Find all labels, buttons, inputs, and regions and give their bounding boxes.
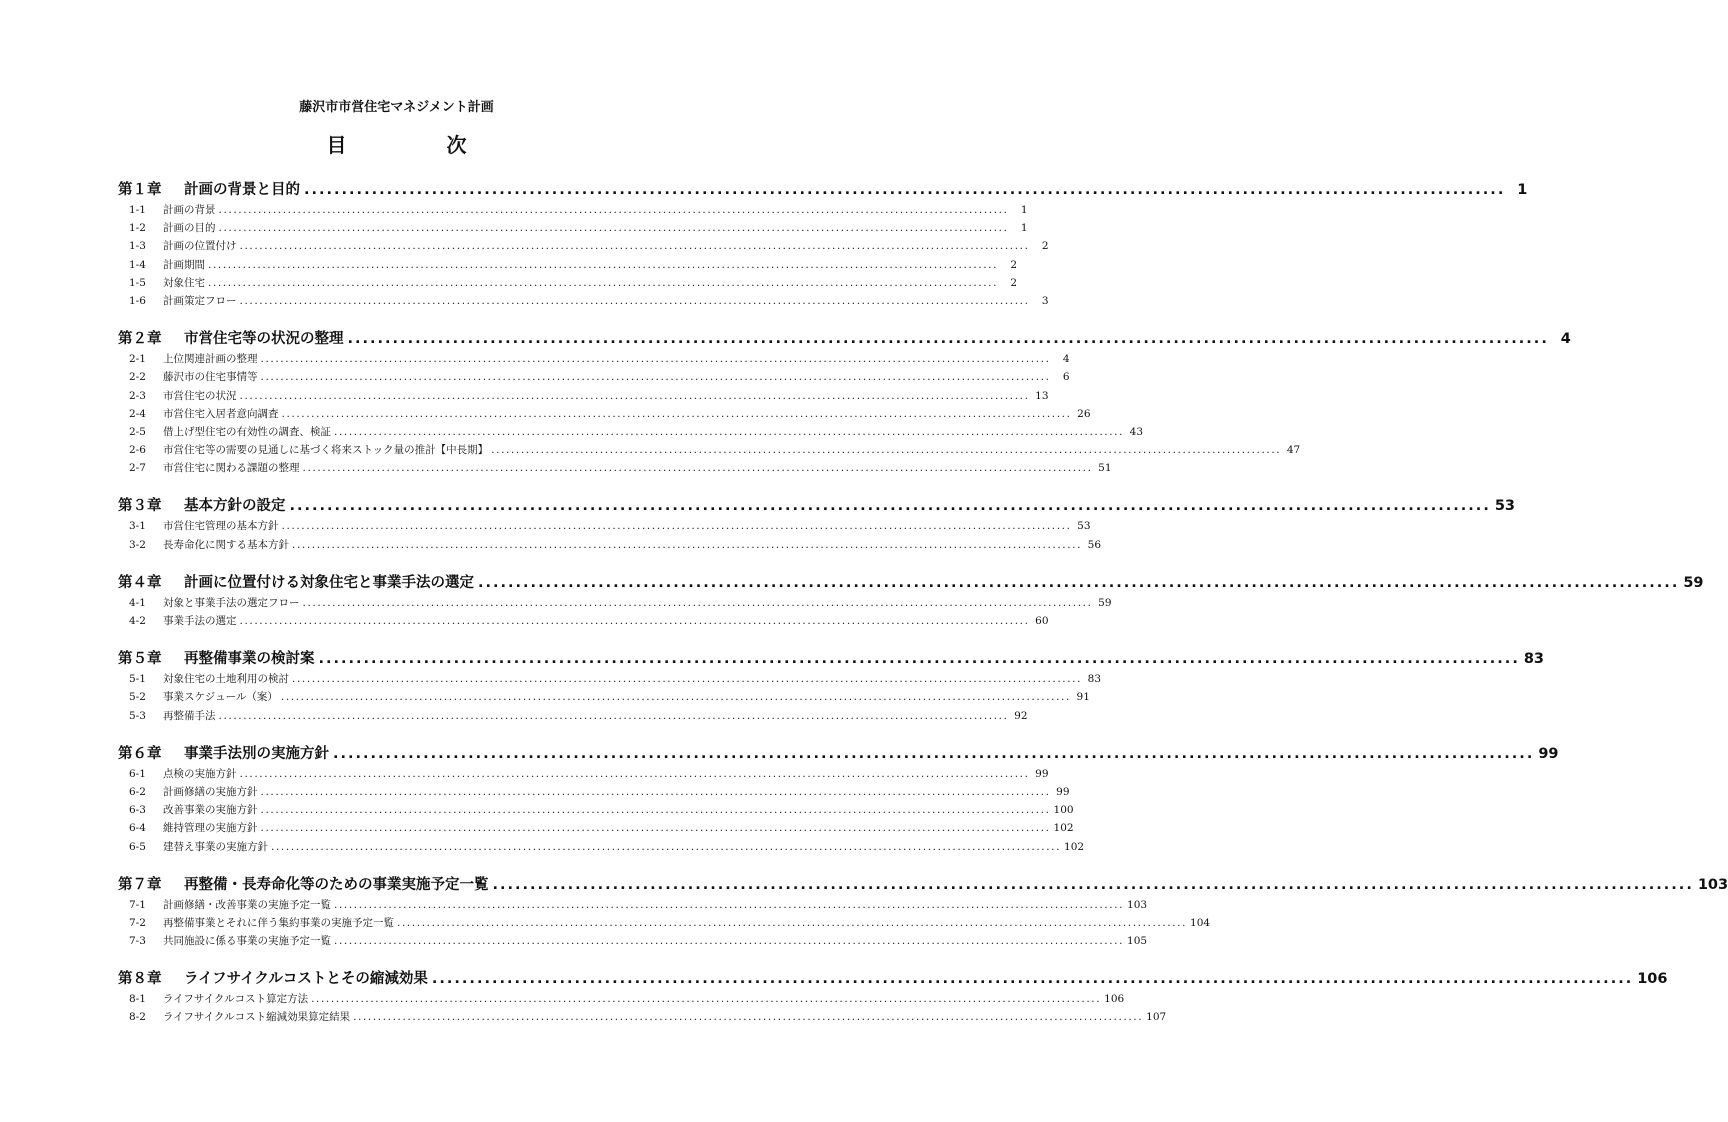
- section-number: 1-6: [129, 294, 146, 307]
- section-page-number: 56: [1087, 538, 1102, 551]
- section-page-number: 92: [1014, 709, 1028, 722]
- toc-chapter-entry[interactable]: [118, 873, 1728, 897]
- section-number: 5-2: [129, 691, 146, 704]
- section-title: 計画修繕・改善事業の実施予定一覧: [163, 898, 331, 911]
- section-title: 藤沢市の住宅事情等: [163, 371, 258, 384]
- section-title: 計画策定フロー: [163, 294, 237, 307]
- dot-leader: ................................................................................................................................................................: [280, 691, 1071, 704]
- dot-leader: ................................................................................................................................................................: [239, 240, 1030, 253]
- section-page-number: 2: [1010, 276, 1018, 289]
- toc-chapter-entry[interactable]: [118, 178, 1528, 202]
- toc-section-entry[interactable]: [118, 424, 1144, 442]
- table-of-contents: [118, 178, 1728, 1044]
- section-title: 長寿命化に関する基本方針: [163, 538, 289, 551]
- toc-heading: 目 次: [326, 133, 507, 157]
- toc-section-entry[interactable]: [118, 351, 1070, 369]
- toc-section-entry[interactable]: [118, 802, 1074, 820]
- dot-leader: ................................................................................................................................................................: [218, 204, 1009, 216]
- toc-section-entry[interactable]: [118, 388, 1049, 406]
- toc-section-entry[interactable]: [118, 1009, 1167, 1027]
- dot-leader: ................................................................................................................................................................: [239, 767, 1030, 780]
- dot-leader: ................................................................................................................................................................: [289, 498, 1491, 515]
- document-title: 藤沢市市営住宅マネジメント計画: [299, 100, 494, 115]
- section-number: 6-2: [129, 785, 146, 798]
- chapter-number: 第２章: [118, 331, 162, 348]
- section-number: 2-5: [129, 425, 146, 438]
- dot-leader: ................................................................................................................................................................: [333, 745, 1535, 762]
- section-title: 対象と事業手法の選定フロー: [163, 596, 300, 609]
- section-number: 6-1: [129, 767, 146, 780]
- section-title: 計画修繕の実施方針: [163, 785, 258, 798]
- section-number: 1-3: [129, 240, 146, 253]
- section-number: 8-2: [129, 1011, 146, 1024]
- chapter-page-number: 99: [1538, 745, 1559, 762]
- section-title: 対象住宅の土地利用の検討: [163, 673, 289, 686]
- section-title: 計画の背景: [163, 204, 216, 216]
- toc-section-entry[interactable]: [118, 708, 1028, 726]
- section-page-number: 13: [1035, 389, 1049, 402]
- section-page-number: 3: [1041, 294, 1049, 307]
- section-title: 事業スケジュール（案）: [163, 691, 278, 704]
- chapter-block: [118, 647, 1545, 726]
- dot-leader: ................................................................................................................................................................: [353, 1011, 1144, 1024]
- chapter-page-number: 53: [1494, 498, 1516, 515]
- toc-section-entry[interactable]: [118, 238, 1049, 256]
- dot-leader: ................................................................................................................................................................: [218, 222, 1009, 235]
- section-number: 3-2: [129, 538, 146, 551]
- section-title: 点検の実施方針: [163, 767, 237, 780]
- section-page-number: 99: [1056, 785, 1070, 798]
- chapter-block: [118, 494, 1516, 554]
- section-page-number: 53: [1077, 520, 1091, 533]
- toc-section-entry[interactable]: [118, 460, 1112, 478]
- chapter-number: 第７章: [118, 876, 162, 893]
- toc-section-entry[interactable]: [118, 897, 1148, 915]
- toc-section-entry[interactable]: [118, 257, 1018, 275]
- dot-leader: ................................................................................................................................................................: [491, 444, 1282, 457]
- toc-section-entry[interactable]: [118, 406, 1091, 424]
- dot-leader: ................................................................................................................................................................: [478, 574, 1680, 591]
- chapter-number: 第４章: [118, 574, 162, 591]
- section-number: 5-3: [129, 709, 146, 722]
- dot-leader: ................................................................................................................................................................: [260, 785, 1051, 798]
- chapter-title: 基本方針の設定: [184, 498, 286, 515]
- section-number: 7-1: [129, 898, 146, 911]
- section-number: 6-5: [129, 840, 146, 853]
- section-number: 7-2: [129, 916, 146, 929]
- toc-section-entry[interactable]: [118, 839, 1085, 857]
- section-title: 市営住宅入居者意向調査: [163, 407, 279, 420]
- dot-leader: ................................................................................................................................................................: [302, 462, 1093, 475]
- section-title: 維持管理の実施方針: [163, 822, 258, 835]
- section-page-number: 102: [1053, 822, 1074, 835]
- toc-section-entry[interactable]: [118, 766, 1049, 784]
- chapter-title: 計画の背景と目的: [184, 182, 300, 198]
- dot-leader: ................................................................................................................................................................: [260, 353, 1051, 366]
- dot-leader: ................................................................................................................................................................: [292, 673, 1083, 686]
- section-title: 共同施設に係る事業の実施予定一覧: [163, 935, 331, 948]
- chapter-page-number: 59: [1683, 574, 1704, 591]
- dot-leader: ................................................................................................................................................................: [334, 898, 1125, 911]
- section-title: 計画期間: [163, 258, 205, 271]
- section-page-number: 1: [1020, 222, 1028, 235]
- section-number: 2-6: [129, 444, 146, 457]
- dot-leader: ................................................................................................................................................................: [492, 876, 1694, 893]
- section-page-number: 2: [1010, 258, 1018, 271]
- chapter-title: 事業手法別の実施方針: [184, 745, 329, 762]
- section-number: 6-3: [129, 804, 146, 817]
- section-page-number: 51: [1098, 462, 1112, 475]
- chapter-number: 第５章: [118, 651, 162, 668]
- section-title: 改善事業の実施方針: [163, 804, 258, 817]
- toc-section-entry[interactable]: [118, 671, 1102, 689]
- toc-section-entry[interactable]: [118, 275, 1018, 293]
- section-title: 市営住宅等の需要の見通しに基づく将来ストック量の推計【中長期】: [163, 444, 489, 457]
- dot-leader: ................................................................................................................................................................: [239, 389, 1030, 402]
- toc-section-entry[interactable]: [118, 220, 1028, 238]
- dot-leader: ................................................................................................................................................................: [208, 258, 999, 271]
- section-number: 7-3: [129, 935, 146, 948]
- chapter-page-number: 103: [1697, 876, 1728, 893]
- chapter-block: [118, 742, 1559, 857]
- section-page-number: 99: [1035, 767, 1049, 780]
- toc-section-entry[interactable]: [118, 293, 1049, 311]
- section-number: 8-1: [129, 993, 146, 1006]
- chapter-title: 市営住宅等の状況の整理: [184, 331, 344, 348]
- section-title: ライフサイクルコスト縮減効果算定結果: [163, 1011, 351, 1024]
- chapter-block: [118, 873, 1728, 952]
- chapter-block: [118, 327, 1571, 478]
- section-page-number: 2: [1041, 240, 1049, 253]
- section-title: 対象住宅: [163, 276, 205, 289]
- dot-leader: ................................................................................................................................................................: [334, 425, 1125, 438]
- section-number: 3-1: [129, 520, 146, 533]
- dot-leader: ................................................................................................................................................................: [239, 294, 1030, 307]
- chapter-page-number: 83: [1523, 651, 1545, 668]
- dot-leader: ................................................................................................................................................................: [347, 331, 1549, 348]
- chapter-number: 第８章: [118, 971, 162, 988]
- dot-leader: ................................................................................................................................................................: [260, 371, 1051, 384]
- section-title: 再整備手法: [163, 709, 216, 722]
- chapter-title: 再整備・長寿命化等のための事業実施予定一覧: [184, 876, 489, 893]
- section-number: 4-1: [129, 596, 146, 609]
- section-number: 2-3: [129, 389, 146, 402]
- toc-chapter-entry[interactable]: [118, 967, 1668, 991]
- section-title: 計画の目的: [163, 222, 216, 235]
- section-page-number: 103: [1127, 898, 1148, 911]
- toc-section-entry[interactable]: [118, 595, 1112, 613]
- section-title: 市営住宅に関わる課題の整理: [163, 462, 300, 475]
- section-page-number: 104: [1190, 916, 1211, 929]
- toc-section-entry[interactable]: [118, 820, 1074, 838]
- toc-section-entry[interactable]: [118, 202, 1028, 220]
- toc-chapter-entry[interactable]: [118, 742, 1559, 766]
- section-page-number: 91: [1076, 691, 1090, 704]
- dot-leader: ................................................................................................................................................................: [311, 993, 1102, 1006]
- section-page-number: 47: [1286, 444, 1301, 457]
- section-title: 再整備事業とそれに伴う集約事業の実施予定一覧: [163, 916, 394, 929]
- toc-chapter-entry[interactable]: [118, 327, 1571, 351]
- chapter-title: 再整備事業の検討案: [184, 651, 315, 668]
- section-title: 事業手法の選定: [163, 615, 237, 627]
- chapter-number: 第１章: [118, 182, 162, 198]
- section-page-number: 4: [1062, 353, 1070, 366]
- section-title: 借上げ型住宅の有効性の調査、検証: [163, 425, 331, 438]
- section-page-number: 59: [1098, 596, 1112, 609]
- toc-chapter-entry[interactable]: [118, 647, 1545, 671]
- section-title: 市営住宅の状況: [163, 389, 237, 402]
- dot-leader: ................................................................................................................................................................: [292, 538, 1083, 551]
- chapter-block: [118, 571, 1704, 631]
- dot-leader: ................................................................................................................................................................: [281, 407, 1072, 420]
- toc-section-entry[interactable]: [118, 537, 1102, 555]
- toc-chapter-entry[interactable]: [118, 571, 1704, 595]
- section-page-number: 102: [1064, 840, 1085, 853]
- chapter-page-number: 4: [1560, 331, 1571, 348]
- dot-leader: ................................................................................................................................................................: [431, 971, 1634, 988]
- dot-leader: ................................................................................................................................................................: [397, 916, 1188, 929]
- section-page-number: 26: [1077, 407, 1091, 420]
- toc-section-entry[interactable]: [118, 991, 1125, 1009]
- section-number: 1-5: [129, 276, 146, 289]
- section-page-number: 106: [1104, 993, 1125, 1006]
- chapter-block: [118, 178, 1528, 311]
- dot-leader: ................................................................................................................................................................: [281, 520, 1072, 533]
- dot-leader: ................................................................................................................................................................: [334, 935, 1125, 948]
- section-number: 1-1: [129, 204, 146, 216]
- section-page-number: 83: [1087, 673, 1102, 686]
- toc-section-entry[interactable]: [118, 915, 1211, 933]
- section-page-number: 105: [1127, 935, 1148, 948]
- section-number: 1-4: [129, 258, 146, 271]
- chapter-number: 第３章: [118, 498, 162, 515]
- section-title: ライフサイクルコスト算定方法: [163, 993, 309, 1006]
- chapter-title: 計画に位置付ける対象住宅と事業手法の選定: [184, 574, 474, 591]
- section-number: 4-2: [129, 615, 146, 627]
- section-title: 建替え事業の実施方針: [163, 840, 268, 853]
- section-number: 2-7: [129, 462, 146, 475]
- section-number: 5-1: [129, 673, 146, 686]
- dot-leader: ................................................................................................................................................................: [260, 804, 1051, 817]
- dot-leader: ................................................................................................................................................................: [318, 651, 1520, 668]
- toc-section-entry[interactable]: [118, 518, 1091, 536]
- toc-section-entry[interactable]: [118, 369, 1070, 387]
- section-number: 2-2: [129, 371, 146, 384]
- dot-leader: ................................................................................................................................................................: [304, 182, 1506, 198]
- section-page-number: 43: [1129, 425, 1144, 438]
- section-number: 6-4: [129, 822, 146, 835]
- chapter-page-number: 106: [1637, 971, 1668, 988]
- dot-leader: ................................................................................................................................................................: [271, 840, 1062, 853]
- dot-leader: ................................................................................................................................................................: [260, 822, 1051, 835]
- dot-leader: ................................................................................................................................................................: [239, 615, 1030, 627]
- toc-section-entry[interactable]: [118, 784, 1070, 802]
- toc-section-entry[interactable]: [118, 689, 1090, 707]
- toc-section-entry[interactable]: [118, 442, 1301, 460]
- section-page-number: 60: [1035, 615, 1049, 627]
- section-page-number: 6: [1062, 371, 1070, 384]
- section-number: 1-2: [129, 222, 146, 235]
- chapter-page-number: 1: [1517, 182, 1528, 198]
- section-number: 2-4: [129, 407, 146, 420]
- section-title: 計画の位置付け: [163, 240, 237, 253]
- section-page-number: 100: [1053, 804, 1074, 817]
- dot-leader: ................................................................................................................................................................: [208, 276, 999, 289]
- section-page-number: 107: [1146, 1011, 1167, 1024]
- dot-leader: ................................................................................................................................................................: [302, 596, 1093, 609]
- section-title: 上位関連計画の整理: [163, 353, 258, 366]
- section-page-number: 1: [1020, 204, 1028, 216]
- chapter-number: 第６章: [118, 745, 162, 762]
- section-title: 市営住宅管理の基本方針: [163, 520, 279, 533]
- chapter-title: ライフサイクルコストとその縮減効果: [184, 971, 428, 988]
- dot-leader: ................................................................................................................................................................: [218, 709, 1009, 722]
- chapter-block: [118, 967, 1668, 1027]
- toc-section-entry[interactable]: [118, 613, 1049, 631]
- toc-chapter-entry[interactable]: [118, 494, 1516, 518]
- toc-section-entry[interactable]: [118, 933, 1148, 951]
- section-number: 2-1: [129, 353, 146, 366]
